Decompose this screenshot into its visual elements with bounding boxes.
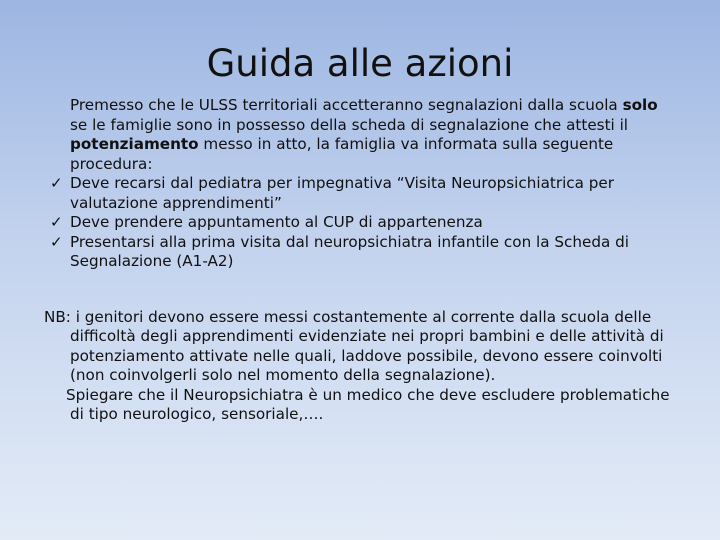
nb-paragraph: NB: i genitori devono essere messi costantemente al corrente dalla scuola delle difficoltà degli apprendimenti evidenziate nei propri bambini e delle attività di potenziamento attivate nelle quali, laddove possibile, devono essere coinvolti (non coinvolgerli solo nel momento della segnalazione). [44, 307, 664, 384]
list-item [44, 233, 674, 272]
intro-text-2: se le famiglie sono in possesso della scheda di segnalazione che attesti il [70, 115, 629, 134]
slide-title: Guida alle azioni [206, 42, 514, 85]
intro-text-3: messo in atto, la famiglia va informata sulla seguente procedura: [70, 135, 614, 173]
intro-text-1: Premesso che le ULSS territoriali accetteranno segnalazioni dalla scuola [70, 96, 623, 114]
list-item [44, 174, 674, 213]
procedure-list [44, 174, 674, 272]
list-item-text: Deve recarsi dal pediatra per impegnativa “Visita Neuropsichiatrica per valutazione apprendimenti” [70, 174, 615, 212]
slide-content [44, 96, 674, 425]
checkmark-icon: ✓ [50, 174, 63, 192]
checkmark-icon: ✓ [50, 213, 63, 231]
list-item-text: Deve prendere appuntamento al CUP di appartenenza [70, 213, 483, 231]
list-item [44, 213, 674, 233]
intro-paragraph [44, 96, 674, 174]
intro-bold-potenziamento: potenziamento [70, 135, 199, 153]
intro-bold-solo: solo [622, 96, 658, 114]
list-item-text: Presentarsi alla prima visita dal neuropsichiatra infantile con la Scheda di Segnalazione (A1-A2) [70, 232, 629, 270]
checkmark-icon: ✓ [50, 232, 63, 251]
nb-followup-paragraph: Spiegare che il Neuropsichiatra è un medico che deve escludere problematiche di tipo neurologico, sensoriale,…. [66, 385, 670, 423]
